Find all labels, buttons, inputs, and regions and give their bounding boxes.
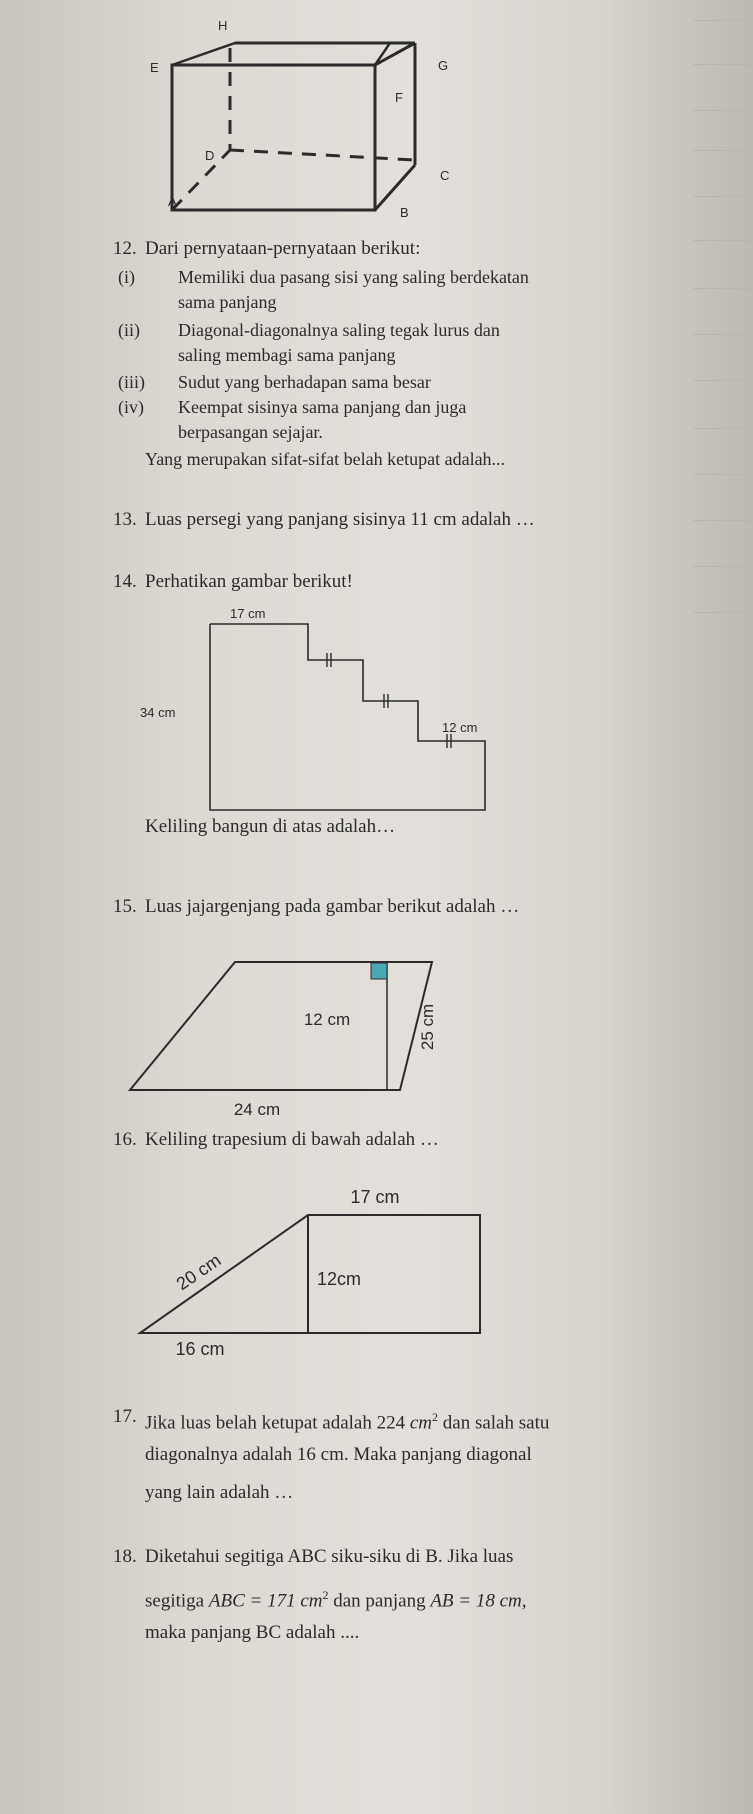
q17-line2: diagonalnya adalah 16 cm. Maka panjang diagonal (145, 1444, 532, 1465)
q12-intro: Dari pernyataan-pernyataan berikut: (145, 238, 421, 259)
q15-parallelogram-figure (125, 955, 455, 1125)
q12-item-4-line2: berpasangan sejajar. (178, 422, 323, 442)
q17-value: 224 (376, 1412, 406, 1434)
label-a: A (168, 194, 177, 209)
q16-label-slant: 20 cm (172, 1250, 225, 1295)
q14-label-right: 12 cm (442, 720, 478, 735)
label-h: H (218, 18, 228, 33)
label-e: E (150, 60, 159, 75)
q14-text: Perhatikan gambar berikut! (145, 571, 353, 592)
q12-item-3-line1: Sudut yang berhadapan sama besar (178, 372, 431, 392)
q16-text: Keliling trapesium di bawah adalah … (145, 1129, 439, 1150)
q15-text: Luas jajargenjang pada gambar berikut adalah … (145, 896, 520, 917)
q15-label-height: 12 cm (303, 1010, 351, 1029)
q14-staircase-figure (130, 600, 510, 820)
q14-number: 14. (113, 571, 137, 592)
q15-right-angle-marker (371, 963, 387, 979)
q18-line2-b: dan panjang (328, 1590, 431, 1612)
q17-line3: yang lain adalah … (145, 1482, 294, 1503)
q12-item-3-num: (iii) (118, 372, 145, 392)
q14-label-left: 34 cm (140, 705, 176, 720)
q12-item-4-num: (iv) (118, 397, 144, 417)
q15-label-base: 24 cm (233, 1100, 281, 1119)
q17-line1-b: dan salah satu (438, 1412, 550, 1434)
q18-line1: Diketahui segitiga ABC siku-siku di B. Jika luas (145, 1546, 514, 1567)
q17-unit: cm (405, 1412, 433, 1434)
q13-text: Luas persegi yang panjang sisinya 11 cm adalah … (145, 509, 535, 530)
q12-question: Yang merupakan sifat-sifat belah ketupat adalah... (145, 449, 506, 469)
q12-item-1-num: (i) (118, 267, 135, 287)
cuboid-figure (150, 10, 470, 220)
q12-number: 12. (113, 238, 137, 259)
q18-line2-a: segitiga (145, 1590, 209, 1612)
q18-line3: maka panjang BC adalah .... (145, 1622, 360, 1643)
q12-item-1-line2: sama panjang (178, 292, 277, 312)
q13-number: 13. (113, 509, 137, 530)
q15-label-side: 25 cm (418, 1003, 437, 1051)
label-c: C (440, 168, 450, 183)
q18-number: 18. (113, 1546, 137, 1567)
q14-label-top: 17 cm (230, 606, 266, 621)
q18-exp: 2 (322, 1588, 329, 1602)
q17-line1 (145, 1405, 549, 1435)
q15-number: 15. (113, 896, 137, 917)
q16-label-height: 12cm (317, 1269, 362, 1289)
q12-item-4-line1: Keempat sisinya sama panjang dan juga (178, 397, 467, 417)
label-g: G (438, 58, 449, 73)
label-d: D (205, 148, 215, 163)
q16-trapezoid-figure (130, 1185, 500, 1359)
q16-number: 16. (113, 1129, 137, 1150)
label-f: F (395, 90, 403, 105)
label-b: B (400, 205, 409, 220)
q16-label-top: 17 cm (350, 1187, 400, 1207)
q17-exp: 2 (432, 1410, 439, 1424)
q17-line1-a: Jika luas belah ketupat adalah (145, 1412, 377, 1434)
q18-line2 (145, 1583, 527, 1613)
q12-item-2-num: (ii) (118, 320, 140, 340)
q12-item-1-line1: Memiliki dua pasang sisi yang saling berdekatan (178, 267, 529, 287)
q14-question: Keliling bangun di atas adalah… (145, 816, 396, 837)
q12-item-2-line2: saling membagi sama panjang (178, 345, 396, 365)
q17-number: 17. (113, 1406, 137, 1427)
q18-expr1: ABC = 171 cm (208, 1590, 323, 1612)
q18-expr2: AB = 18 cm, (430, 1590, 527, 1612)
q16-label-base: 16 cm (175, 1339, 225, 1359)
q12-item-2-line1: Diagonal-diagonalnya saling tegak lurus dan (178, 320, 500, 340)
